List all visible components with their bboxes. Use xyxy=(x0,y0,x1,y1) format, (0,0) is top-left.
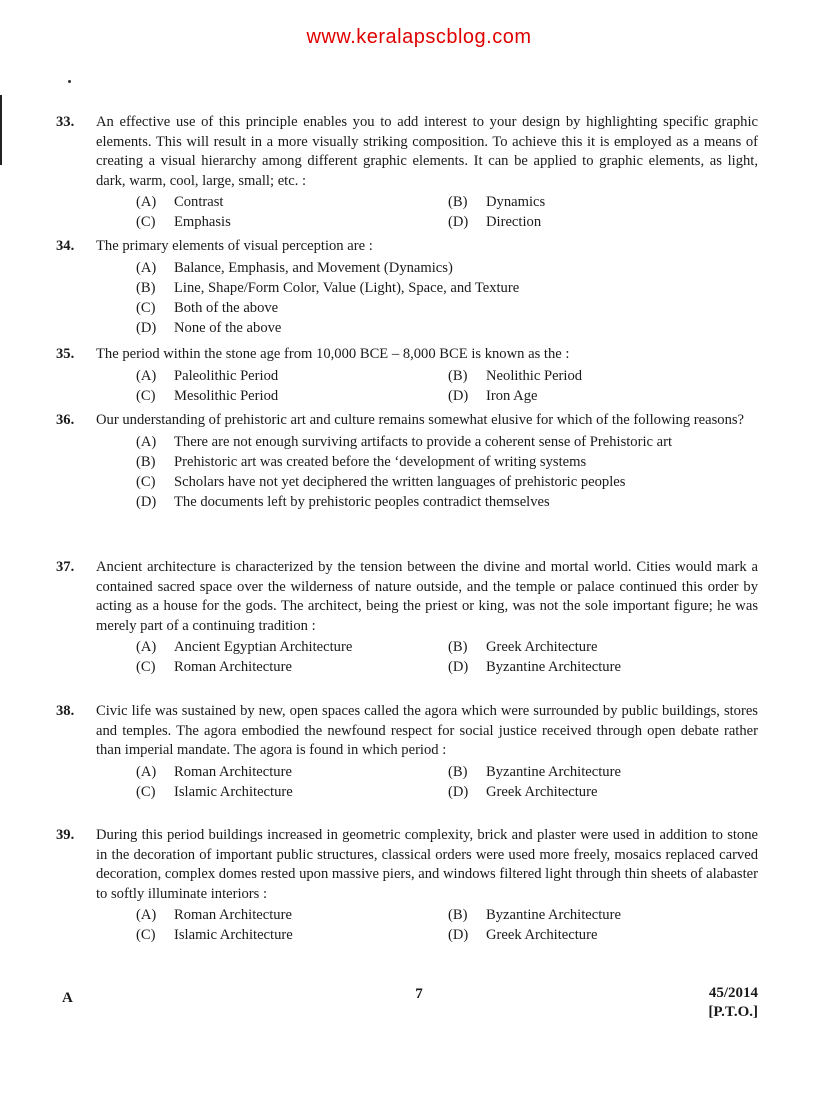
option-d xyxy=(448,925,758,945)
option-label: (B) xyxy=(448,639,468,655)
exam-code: 45/2014 xyxy=(708,985,758,1001)
option-d xyxy=(448,782,758,802)
option-text: Roman Architecture xyxy=(174,659,292,675)
option-label: (D) xyxy=(136,319,157,336)
option-text: Emphasis xyxy=(174,214,231,230)
option-label: (C) xyxy=(136,299,156,316)
option-label: (A) xyxy=(136,367,157,384)
question-36 xyxy=(56,411,758,512)
option-text: Roman Architecture xyxy=(174,763,292,780)
options xyxy=(136,366,758,406)
option-text: Greek Architecture xyxy=(486,783,598,800)
option-text: None of the above xyxy=(174,319,282,336)
options xyxy=(136,762,758,802)
option-b xyxy=(448,192,758,212)
option-text: Balance, Emphasis, and Movement (Dynamics) xyxy=(174,259,453,276)
page-number: 7 xyxy=(415,986,423,1002)
option-a xyxy=(136,192,448,212)
option-c xyxy=(136,472,758,492)
option-a xyxy=(136,432,758,452)
watermark-url: www.keralapscblog.com xyxy=(306,26,532,48)
options xyxy=(136,905,758,945)
option-label: (B) xyxy=(448,367,468,384)
option-text: Islamic Architecture xyxy=(174,927,293,943)
pto-note: [P.T.O.] xyxy=(708,1004,758,1020)
option-label: (D) xyxy=(448,783,469,800)
option-text: Direction xyxy=(486,214,542,230)
question-37 xyxy=(56,558,758,677)
option-label: (C) xyxy=(136,473,156,490)
option-text: Both of the above xyxy=(174,299,279,316)
option-label: (B) xyxy=(448,194,468,210)
scan-dot xyxy=(68,80,71,83)
question-number: 39. xyxy=(56,827,75,843)
option-d xyxy=(136,492,758,512)
option-d xyxy=(448,657,758,677)
option-text: Iron Age xyxy=(486,387,538,404)
option-c xyxy=(136,925,448,945)
option-text: Prehistoric art was created before the ‘development of writing systems xyxy=(174,453,587,470)
option-label: (C) xyxy=(136,387,156,404)
option-text: Dynamics xyxy=(486,194,546,210)
option-a xyxy=(136,905,448,925)
option-text: Roman Architecture xyxy=(174,907,292,923)
option-b xyxy=(448,762,758,782)
option-text: Line, Shape/Form Color, Value (Light), Space, and Texture xyxy=(174,279,520,296)
question-34 xyxy=(56,237,758,338)
option-a xyxy=(136,762,448,782)
question-38 xyxy=(56,702,758,802)
option-text: Byzantine Architecture xyxy=(486,763,621,780)
option-c xyxy=(136,386,448,406)
question-stem: The period within the stone age from 10,000 BCE – 8,000 BCE is known as the : xyxy=(96,346,570,362)
option-b xyxy=(448,905,758,925)
option-a xyxy=(136,258,758,278)
footer-code xyxy=(708,984,758,1022)
options xyxy=(136,192,758,232)
option-text: Ancient Egyptian Architecture xyxy=(174,639,353,655)
option-label: (C) xyxy=(136,659,156,675)
option-label: (B) xyxy=(448,907,468,923)
question-stem: The primary elements of visual perception are : xyxy=(96,238,373,254)
option-label: (D) xyxy=(136,493,157,510)
option-label: (C) xyxy=(136,783,156,800)
option-c xyxy=(136,657,448,677)
option-label: (A) xyxy=(136,907,157,923)
option-text: The documents left by prehistoric peoples contradict themselves xyxy=(174,493,550,510)
option-c xyxy=(136,782,448,802)
option-text: Islamic Architecture xyxy=(174,783,293,800)
options xyxy=(136,258,758,338)
option-b xyxy=(136,278,758,298)
question-stem: Civic life was sustained by new, open spaces called the agora which were surrounded by public buildings, stores and temples. The agora embodied the newfound respect for social justice received through open debate rather than imperial mandate. The agora is found in which period : xyxy=(96,703,758,758)
question-stem: An effective use of this principle enables you to add interest to your design by highlighting specific graphic elements. This will result in a more visually striking composition. To achieve this it is employed as a means of creating a visual hierarchy among different graphic elements. It can be applied to graphic elements, as light, dark, warm, cool, large, small; etc. : xyxy=(96,114,758,189)
option-text: Mesolithic Period xyxy=(174,387,279,404)
series-code: A xyxy=(62,990,73,1006)
option-label: (D) xyxy=(448,659,469,675)
option-label: (A) xyxy=(136,194,157,210)
option-a xyxy=(136,366,448,386)
question-number: 38. xyxy=(56,703,75,719)
option-d xyxy=(448,386,758,406)
option-label: (B) xyxy=(448,763,468,780)
question-33 xyxy=(56,113,758,232)
option-d xyxy=(136,318,758,338)
option-text: Byzantine Architecture xyxy=(486,659,621,675)
question-number: 37. xyxy=(56,559,75,575)
option-text: Byzantine Architecture xyxy=(486,907,621,923)
option-label: (A) xyxy=(136,259,157,276)
option-label: (A) xyxy=(136,763,157,780)
option-label: (C) xyxy=(136,927,156,943)
option-label: (C) xyxy=(136,214,156,230)
option-b xyxy=(136,452,758,472)
options xyxy=(136,432,758,512)
option-text: Greek Architecture xyxy=(486,927,598,943)
question-stem: Ancient architecture is characterized by the tension between the divine and mortal world. Cities would mark a contained sacred space over the wilderness of nature outside, and the temple or palace continued this order by acting as a house for the gods. The architect, being the priest or king, was not the sole important figure; he was merely part of a continuing tradition : xyxy=(96,559,758,634)
option-text: Greek Architecture xyxy=(486,639,598,655)
question-stem: Our understanding of prehistoric art and culture remains somewhat elusive for which of the following reasons? xyxy=(96,412,745,428)
option-d xyxy=(448,212,758,232)
question-number: 36. xyxy=(56,412,75,428)
question-number: 34. xyxy=(56,238,75,254)
option-label: (A) xyxy=(136,433,157,450)
question-stem: During this period buildings increased in geometric complexity, brick and plaster were used in addition to stone in the decoration of important public structures, classical orders were used more freely, mosaics replaced carved decoration, complex domes rested upon massive piers, and windows filtered light through thin sheets of alabaster to softly illuminate interiors : xyxy=(96,827,758,902)
question-number: 33. xyxy=(56,114,75,130)
option-label: (D) xyxy=(448,387,469,404)
scan-edge-mark xyxy=(0,95,2,165)
option-b xyxy=(448,637,758,657)
option-text: Neolithic Period xyxy=(486,367,583,384)
option-text: Contrast xyxy=(174,194,224,210)
option-text: Scholars have not yet deciphered the written languages of prehistoric peoples xyxy=(174,473,626,490)
option-text: There are not enough surviving artifacts to provide a coherent sense of Prehistoric art xyxy=(174,433,673,450)
option-b xyxy=(448,366,758,386)
options xyxy=(136,637,758,677)
question-35 xyxy=(56,345,758,406)
option-c xyxy=(136,298,758,318)
option-label: (D) xyxy=(448,927,469,943)
question-number: 35. xyxy=(56,346,75,362)
option-label: (A) xyxy=(136,639,157,655)
option-text: Paleolithic Period xyxy=(174,367,279,384)
option-label: (D) xyxy=(448,214,469,230)
question-39 xyxy=(56,826,758,945)
option-label: (B) xyxy=(136,279,156,296)
option-a xyxy=(136,637,448,657)
option-c xyxy=(136,212,448,232)
option-label: (B) xyxy=(136,453,156,470)
